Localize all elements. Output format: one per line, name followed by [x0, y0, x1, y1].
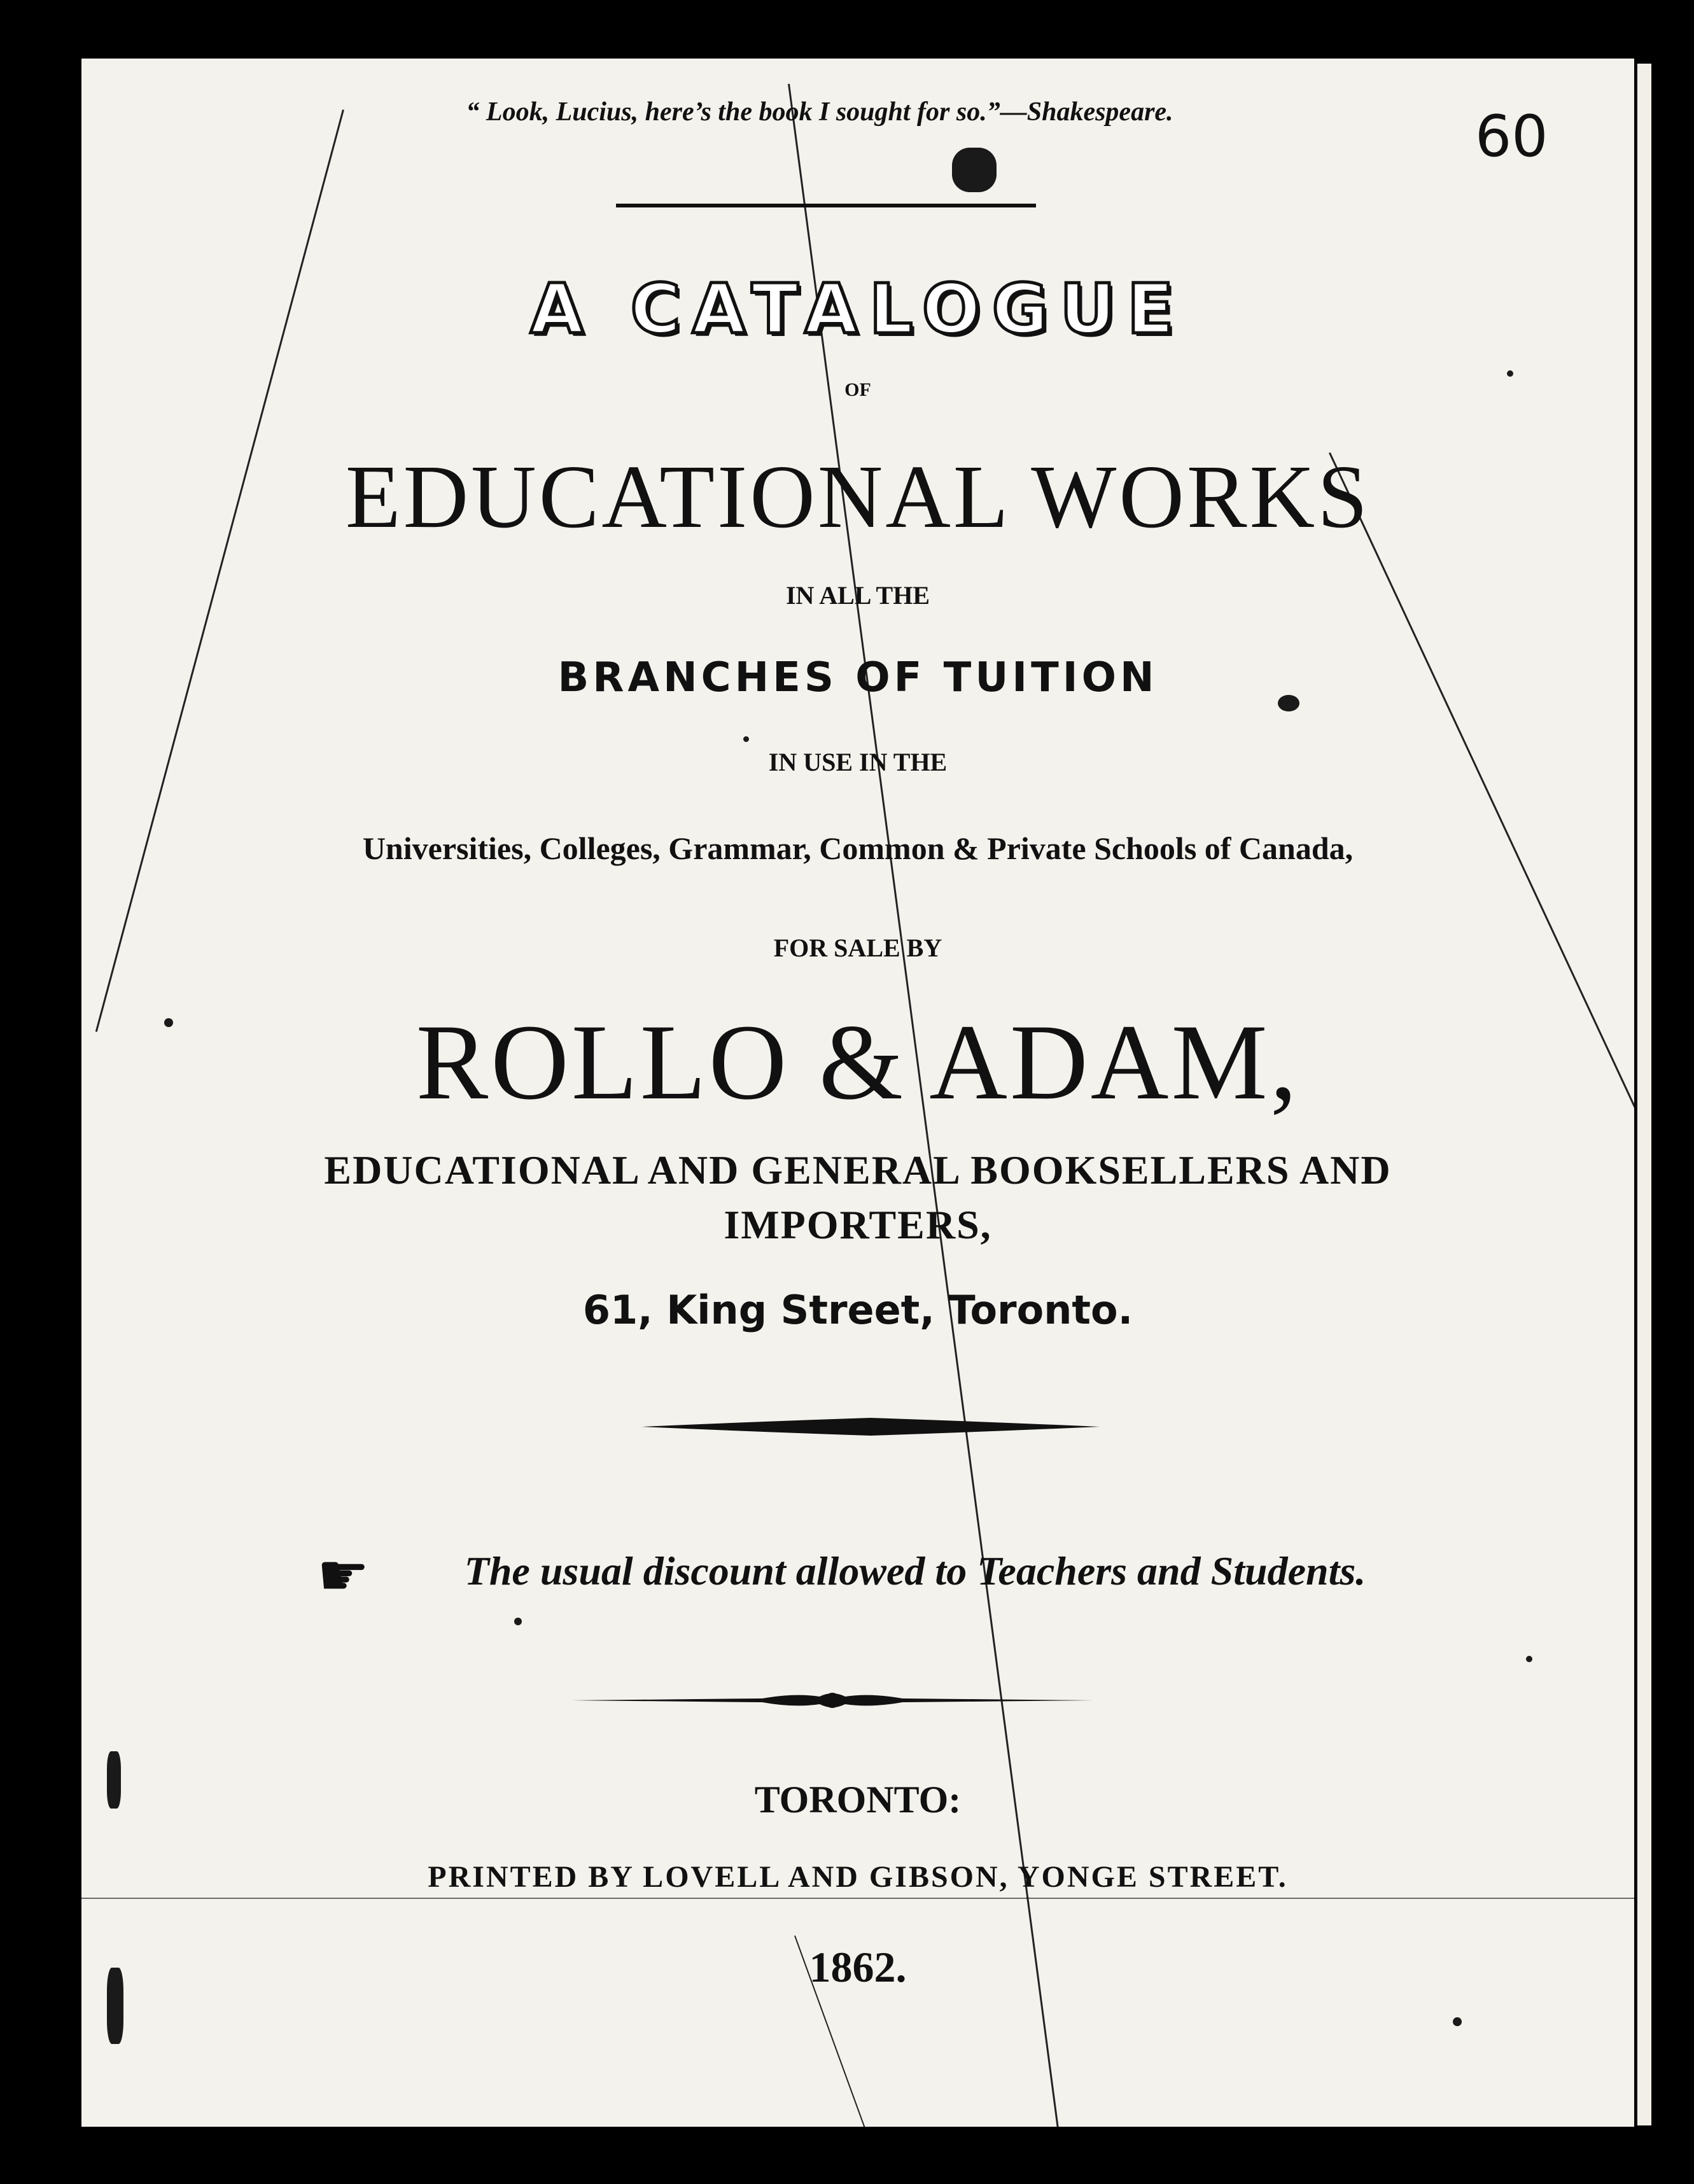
- in-all-the-label: IN ALL THE: [785, 581, 930, 610]
- scan-scratch: [95, 109, 344, 1032]
- trade-line-2: IMPORTERS,: [724, 1202, 992, 1247]
- ink-spot: [1526, 1656, 1532, 1662]
- institutions-line: Universities, Colleges, Grammar, Common & Private Schools of Canada,: [362, 830, 1354, 866]
- in-use-label: IN USE IN THE: [768, 748, 948, 776]
- page-right-edge: [1635, 64, 1651, 2125]
- ink-spot: [514, 1618, 522, 1625]
- for-sale-by-label: FOR SALE BY: [773, 934, 942, 962]
- address: 61, King Street, Toronto.: [582, 1287, 1133, 1333]
- ink-spot: [952, 148, 997, 192]
- publisher-name: ROLLO & ADAM,: [416, 1002, 1300, 1122]
- top-rule: [616, 204, 1036, 207]
- discount-note: The usual discount allowed to Teachers and Students.: [464, 1548, 1366, 1593]
- branches-heading: BRANCHES OF TUITION: [557, 654, 1158, 701]
- ink-spot: [1453, 2017, 1462, 2026]
- ornamental-rule-2: [571, 1681, 1093, 1719]
- ink-spot: [1507, 370, 1513, 377]
- trade-line-1: EDUCATIONAL AND GENERAL BOOKSELLERS AND: [324, 1147, 1392, 1193]
- pointing-hand-icon: ☛: [317, 1541, 370, 1609]
- imprint-city: TORONTO:: [754, 1779, 962, 1821]
- ornamental-rule-1: [641, 1408, 1100, 1446]
- scan-line: [81, 1898, 1634, 1899]
- catalogue-title: A CATALOGUE: [530, 270, 1186, 349]
- publication-year: 1862.: [809, 1943, 907, 1991]
- printer-line: PRINTED BY LOVELL AND GIBSON, YONGE STREET.: [428, 1860, 1288, 1894]
- subject-heading: EDUCATIONAL WORKS: [345, 446, 1371, 547]
- document-page: [81, 59, 1634, 2127]
- page-number: 60: [1475, 103, 1548, 170]
- ink-spot: [743, 736, 749, 742]
- epigraph: “ Look, Lucius, here’s the book I sought for so.”—Shakespeare.: [466, 97, 1173, 127]
- of-label: OF: [844, 379, 871, 400]
